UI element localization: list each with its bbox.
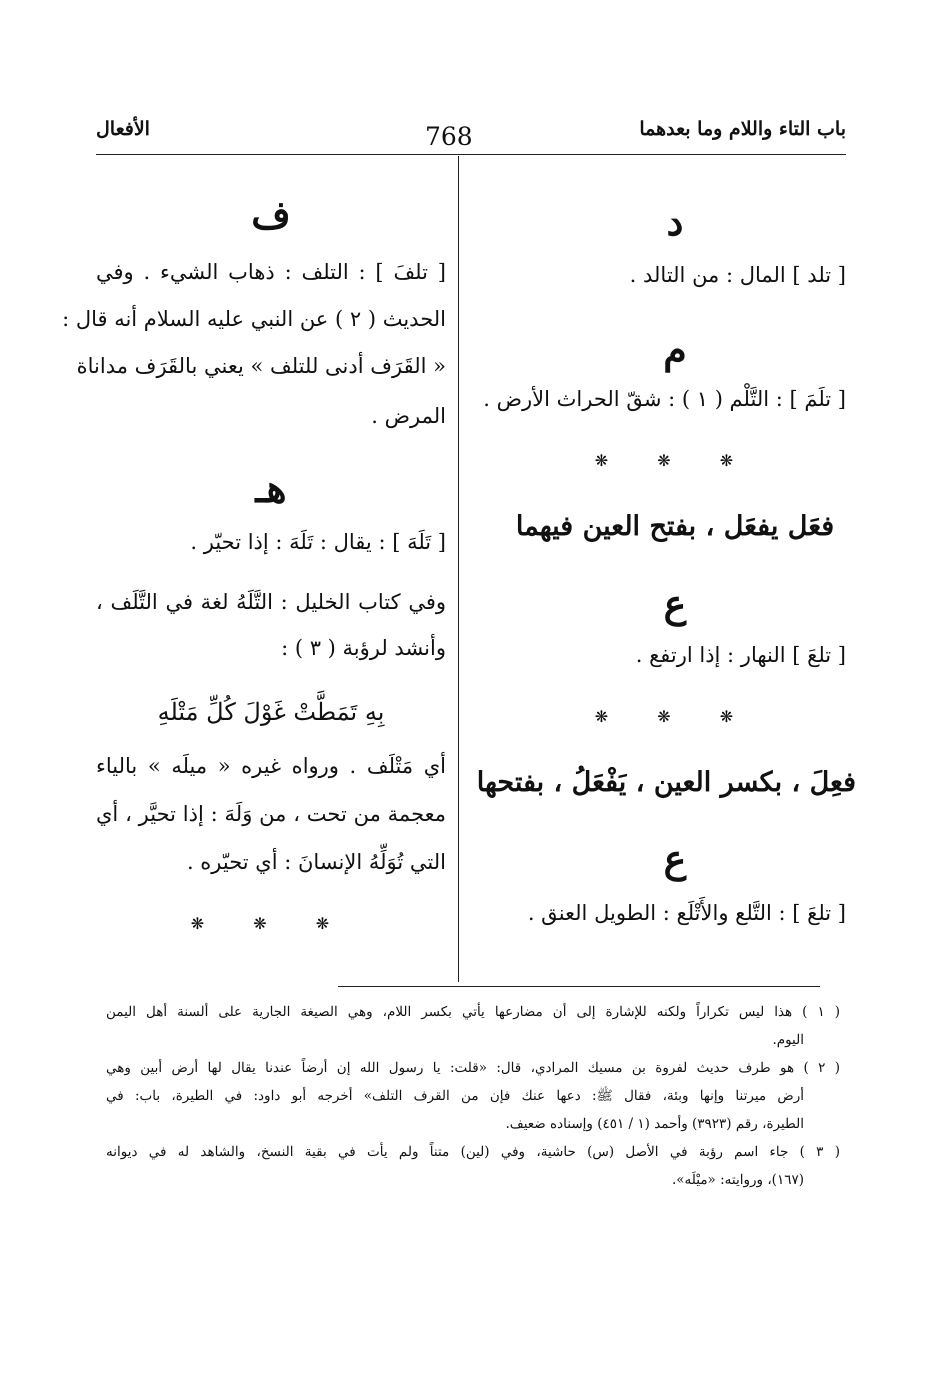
- separator-stars: ❋ ❋ ❋: [190, 914, 352, 933]
- footnote-2-cont: الطيرة، رقم (٣٩٢٣) وأحمد (١ / ٤٥١) وإسناده ضعيف.: [505, 1116, 804, 1132]
- heading-faala-yafaalu: فعَل يفعَل ، بفتح العين فيهما: [515, 511, 835, 542]
- entry-talaf-line: « القَرَف أدنى للتلف » يعني بالقَرَف مداناة: [76, 354, 446, 378]
- letter-ain: ع: [663, 581, 687, 626]
- entry-talm: [ تلَمَ ] : التَّلْم ( ١ ) : شقّ الحراث الأرض .: [483, 387, 846, 411]
- footnotes: [106, 998, 840, 1194]
- khalil-line: وأنشد لرؤبة ( ٣ ) :: [281, 636, 446, 660]
- chapter-title: باب التاء واللام وما بعدهما: [639, 118, 846, 140]
- footnote-2-cont: أرض ميرتنا وإنها وبئة، فقال ﷺ: دعها عنك فإن من القرف التلف» أخرجه أبو داود: في الطيرة، باب: في: [106, 1088, 804, 1104]
- entry-talaf-line: المرض .: [371, 404, 446, 428]
- letter-ha: هـ: [255, 466, 287, 511]
- page-number: 768: [425, 122, 473, 151]
- letter-fa: ف: [251, 192, 291, 237]
- verse: بِهِ تَمَطَّتْ غَوْلَ كُلِّ مَتْلَهِ: [157, 698, 385, 726]
- separator-stars: ❋ ❋ ❋: [594, 451, 756, 470]
- footnote-1: ( ١ ) هذا ليس تكراراً ولكنه للإشارة إلى أن مضارعها يأتي بكسر اللام، وهي الصيغة الجارية على ألسنة أهل اليمن: [106, 1004, 840, 1020]
- khalil-line: وفي كتاب الخليل : التَّلَهُ لغة في التَّلَف ،: [96, 590, 446, 614]
- footnote-rule: [338, 986, 820, 987]
- section-title: الأفعال: [96, 118, 150, 140]
- entry-tald: [ تلد ] المال : من التالد .: [629, 263, 846, 287]
- letter-ain: ع: [663, 836, 687, 881]
- column-divider: [458, 156, 459, 982]
- entry-talaf-line: الحديث ( ٢ ) عن النبي عليه السلام أنه قال :: [62, 307, 446, 331]
- separator-stars: ❋ ❋ ❋: [594, 707, 756, 726]
- gloss-line: التي تُوَلِّهُ الإنسانَ : أي تحيّره .: [186, 850, 446, 874]
- gloss-line: أي مَتْلَف . ورواه غيره « ميلَه » بالياء: [96, 754, 446, 778]
- entry-tala-neck: [ تلعَ ] : التَّلع والأَتْلَع : الطويل العنق .: [527, 901, 846, 925]
- footnote-3-cont: (١٦٧)، وروايته: «ميْلَه».: [671, 1172, 804, 1188]
- heading-faila-yafalu: فعِلَ ، بكسر العين ، يَفْعَلُ ، بفتحها: [476, 767, 856, 798]
- entry-talah: [ تَلَهَ ] : يقال : تَلَهَ : إذا تحيّر .: [190, 530, 446, 554]
- footnote-2: ( ٢ ) هو طرف حديث لفروة بن مسيك المرادي، قال: «قلت: يا رسول الله إن أرضاً عندنا يقال لها أرض أبين وهي: [106, 1060, 840, 1076]
- footnote-3: ( ٣ ) جاء اسم رؤبة في الأصل (س) حاشية، وفي (لين) متناً ولم يأت في بقية النسخ، والشاهد له في ديوانه: [106, 1144, 840, 1160]
- header-rule: [96, 154, 846, 155]
- letter-dal: د: [666, 199, 684, 244]
- entry-tala-nahar: [ تلعَ ] النهار : إذا ارتفع .: [635, 643, 846, 667]
- entry-talaf-line: [ تلفَ ] : التلف : ذهاب الشيء . وفي: [96, 260, 446, 284]
- letter-mim: م: [663, 327, 687, 372]
- footnote-1-cont: اليوم.: [772, 1032, 804, 1048]
- gloss-line: معجمة من تحت ، من وَلَهَ : إذا تحيَّر ، أي: [96, 802, 446, 826]
